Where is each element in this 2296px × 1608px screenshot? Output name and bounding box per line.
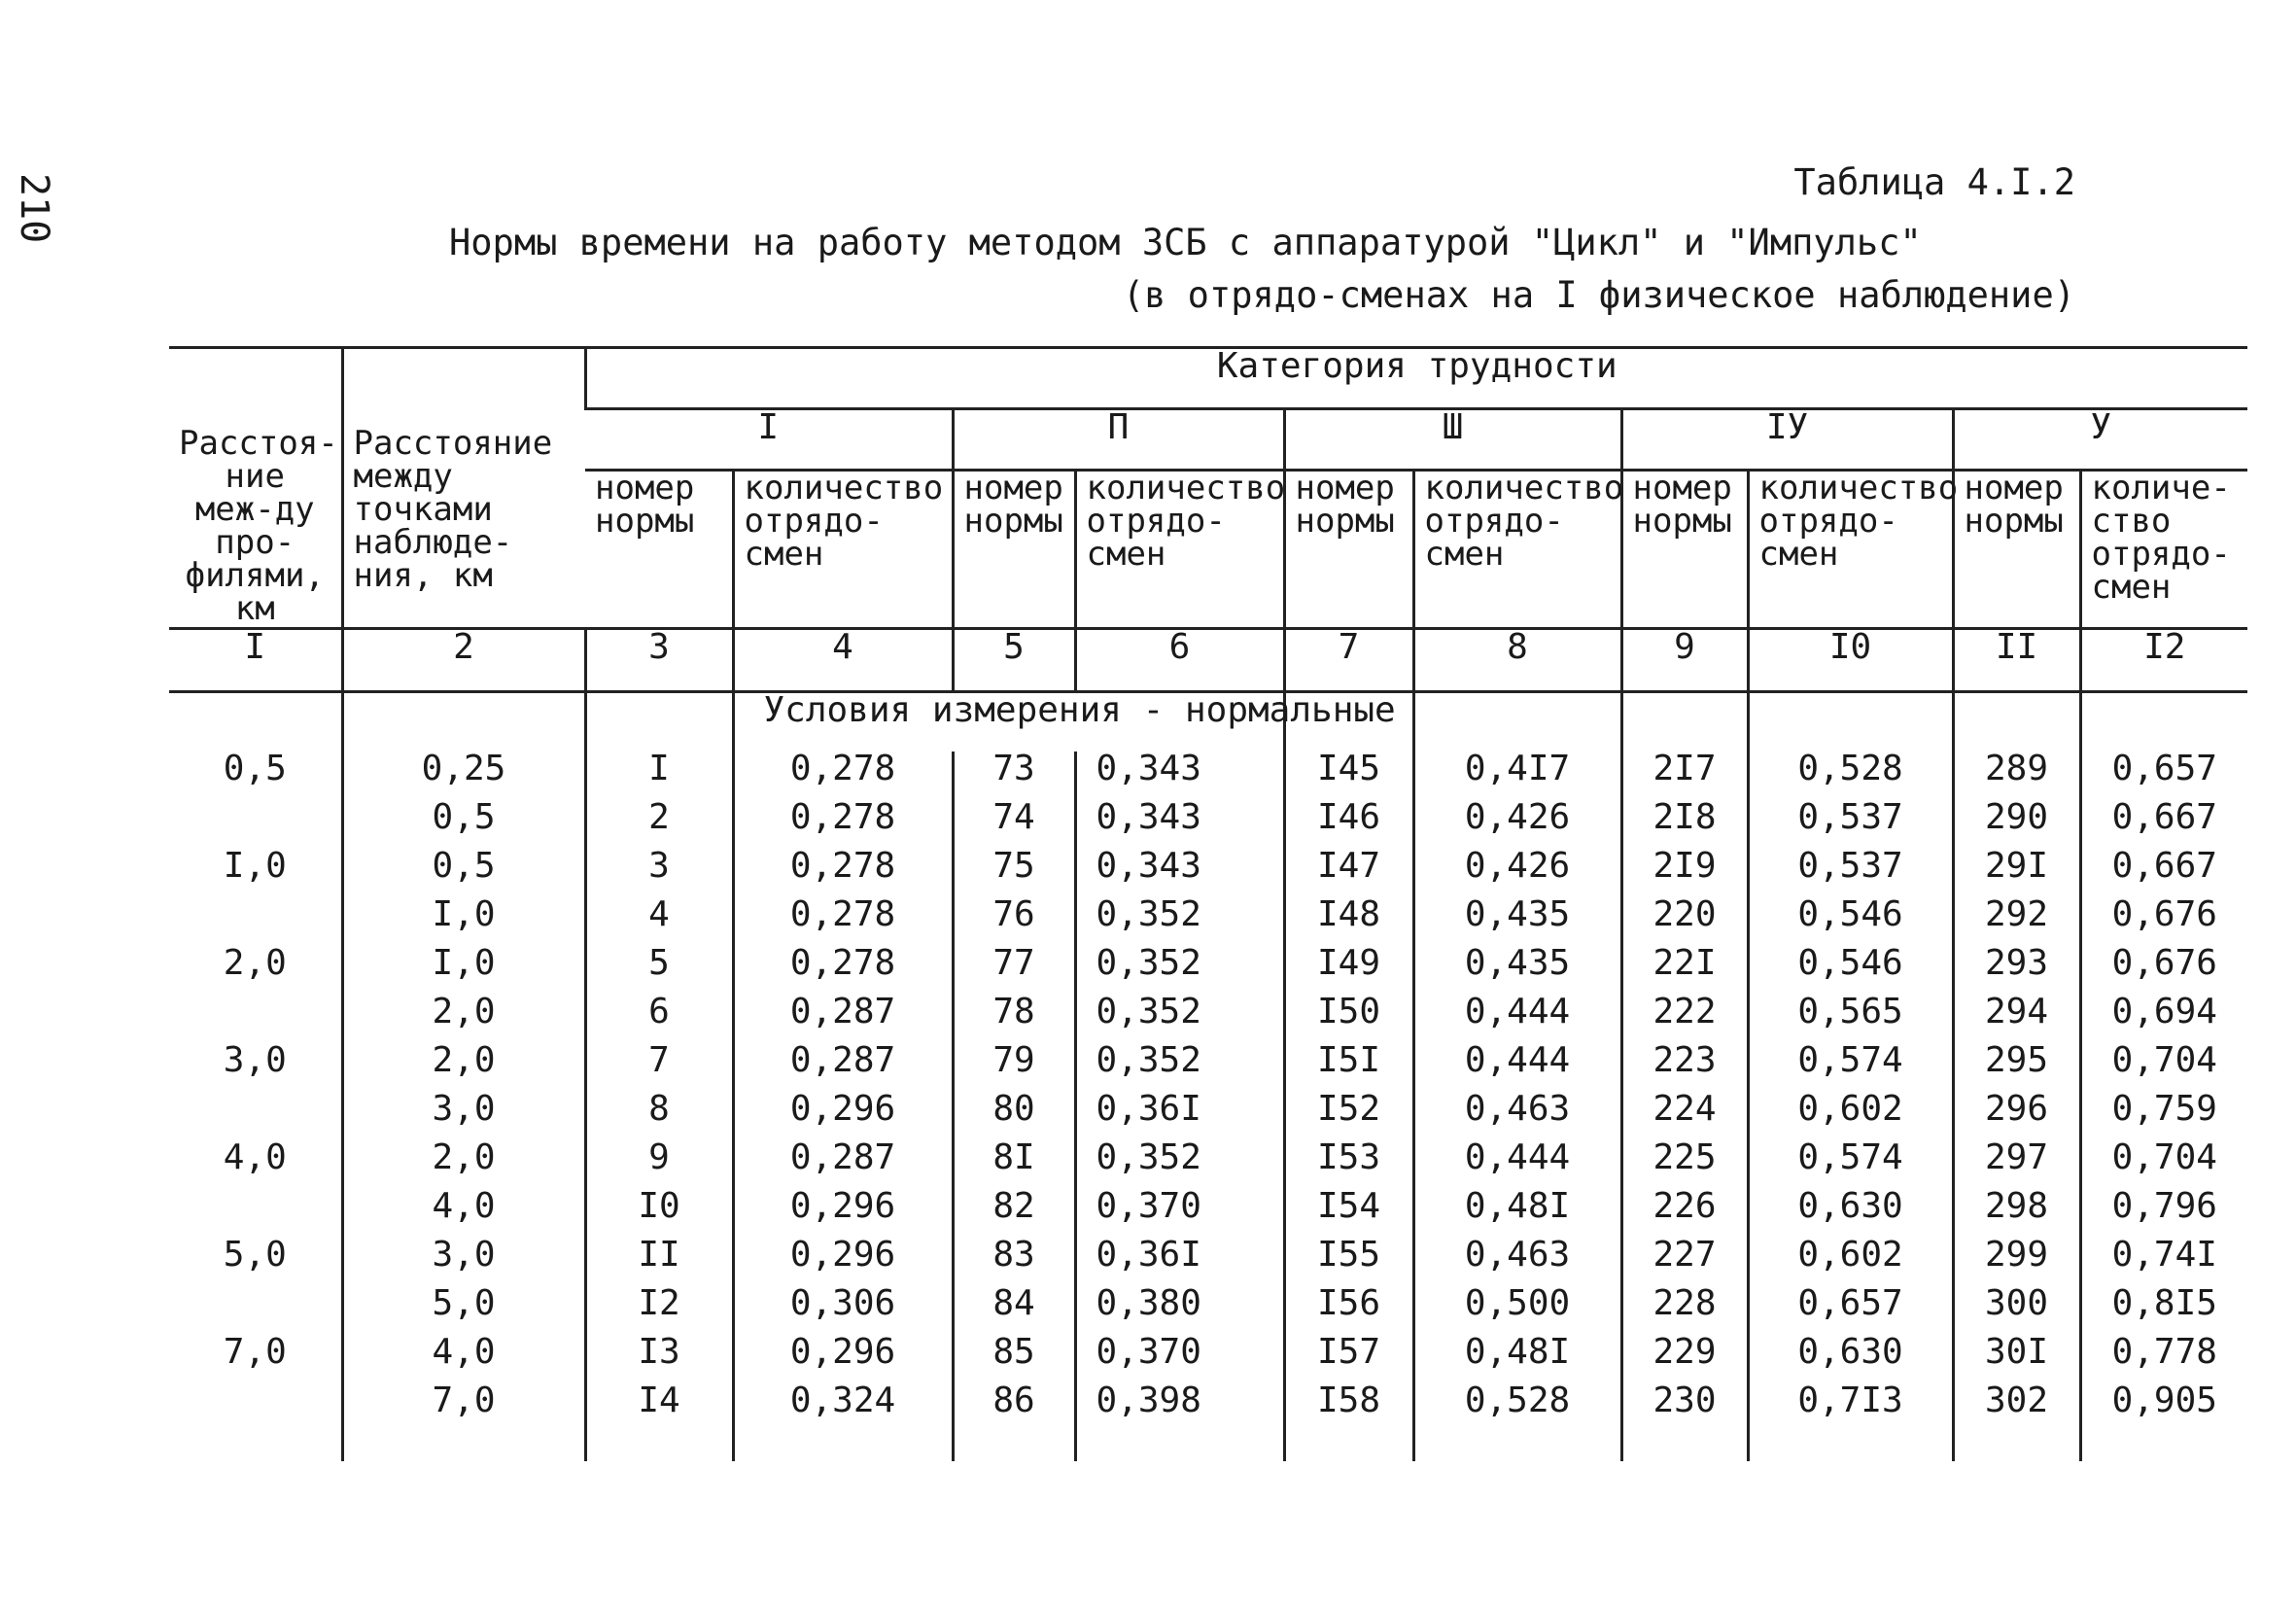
table-cell: 220 <box>1621 897 1748 946</box>
column-number: 7 <box>1284 629 1413 692</box>
table-subtitle: (в отрядо-сменах на I физическое наблюдение) <box>1122 274 2075 316</box>
table-cell: 0,36I <box>1075 1238 1284 1286</box>
page-number: 210 <box>12 173 56 244</box>
table-row <box>169 1335 2247 1383</box>
table-cell: 0,25 <box>342 752 585 800</box>
table-cell: 0,296 <box>733 1092 953 1140</box>
table-cell: 3,0 <box>223 1040 287 1080</box>
table-cell: 0,296 <box>733 1189 953 1238</box>
table-cell: 2I8 <box>1621 800 1748 849</box>
table-cell: 0,463 <box>1413 1092 1621 1140</box>
table-cell: 0,352 <box>1075 897 1284 946</box>
table-cell: 86 <box>953 1383 1075 1432</box>
table-cell: 76 <box>953 897 1075 946</box>
table-cell: I57 <box>1284 1335 1413 1383</box>
table-cell: 225 <box>1621 1140 1748 1189</box>
table-cell: 2 <box>585 800 733 849</box>
table-row <box>169 995 2247 1043</box>
header-norm-number: номер нормы <box>1621 471 1748 629</box>
table-cell: 0,444 <box>1413 1043 1621 1092</box>
table-cell <box>169 995 342 1043</box>
table-cell: 78 <box>953 995 1075 1043</box>
table-cell: I,0 <box>223 846 287 886</box>
table-cell: 9 <box>585 1140 733 1189</box>
table-cell: 299 <box>1953 1238 2080 1286</box>
table-row <box>169 1140 2247 1189</box>
table-cell: 6 <box>585 995 733 1043</box>
table-cell: 0,500 <box>1413 1286 1621 1335</box>
column-number: 5 <box>953 629 1075 692</box>
table-cell: 292 <box>1953 897 2080 946</box>
table-cell: 82 <box>953 1189 1075 1238</box>
table-cell: 4 <box>585 897 733 946</box>
table-cell: 0,370 <box>1075 1335 1284 1383</box>
table-cell: 222 <box>1621 995 1748 1043</box>
table-cell: 0,435 <box>1413 946 1621 995</box>
spacer-cell <box>1075 1432 1284 1461</box>
table-cell: 227 <box>1621 1238 1748 1286</box>
table-cell: 0,278 <box>733 849 953 897</box>
table-cell: 223 <box>1621 1043 1748 1092</box>
table-cell: 4,0 <box>223 1137 287 1177</box>
header-difficulty-category: Категория трудности <box>585 348 2247 409</box>
column-number: I <box>169 629 342 692</box>
table-cell: 0,343 <box>1075 849 1284 897</box>
table-cell: 0,343 <box>1075 800 1284 849</box>
header-category-3: Ш <box>1284 409 1621 471</box>
spacer-cell <box>733 1432 953 1461</box>
table-cell: 0,426 <box>1413 849 1621 897</box>
table-cell: I52 <box>1284 1092 1413 1140</box>
table-row <box>169 849 2247 897</box>
table-cell: 0,565 <box>1748 995 1953 1043</box>
table-row <box>169 1092 2247 1140</box>
table-cell: 2,0 <box>342 995 585 1043</box>
table-cell: I47 <box>1284 849 1413 897</box>
table-cell: 0,380 <box>1075 1286 1284 1335</box>
table-cell: 0,759 <box>2080 1092 2247 1140</box>
table-row <box>169 752 2247 800</box>
table-cell: I3 <box>585 1335 733 1383</box>
table-cell: 224 <box>1621 1092 1748 1140</box>
table-cell: 0,278 <box>733 752 953 800</box>
table-cell: I0 <box>585 1189 733 1238</box>
table-cell <box>169 1189 342 1238</box>
table-cell: 0,287 <box>733 1140 953 1189</box>
table-title: Нормы времени на работу методом ЗСБ с аппаратурой "Цикл" и "Импульс" <box>449 222 1922 263</box>
spacer-cell <box>1953 1432 2080 1461</box>
table-cell: 2I9 <box>1621 849 1748 897</box>
table-cell: 228 <box>1621 1286 1748 1335</box>
table-cell <box>169 800 342 849</box>
table-cell: I56 <box>1284 1286 1413 1335</box>
table-cell: 0,667 <box>2080 800 2247 849</box>
table-cell: I4 <box>585 1383 733 1432</box>
norms-table <box>169 346 2247 1461</box>
column-number: II <box>1953 629 2080 692</box>
header-category-2: П <box>953 409 1284 471</box>
table-cell: 0,352 <box>1075 1043 1284 1092</box>
table-cell: 0,778 <box>2080 1335 2247 1383</box>
table-cell: 0,528 <box>1413 1383 1621 1432</box>
table-cell: 0,574 <box>1748 1140 1953 1189</box>
table-cell: 3,0 <box>342 1238 585 1286</box>
table-cell: 294 <box>1953 995 2080 1043</box>
table-cell: 0,657 <box>2080 752 2247 800</box>
column-number: 9 <box>1621 629 1748 692</box>
table-cell: 295 <box>1953 1043 2080 1092</box>
table-cell: 8 <box>585 1092 733 1140</box>
table-cell: I48 <box>1284 897 1413 946</box>
header-category-5: У <box>1953 409 2247 471</box>
spacer-cell <box>1621 1432 1748 1461</box>
table-cell: 3,0 <box>342 1092 585 1140</box>
spacer-cell <box>953 1432 1075 1461</box>
table-cell: 290 <box>1953 800 2080 849</box>
table-cell: 77 <box>953 946 1075 995</box>
table-row <box>169 1383 2247 1432</box>
table-cell: 0,796 <box>2080 1189 2247 1238</box>
table-cell: 226 <box>1621 1189 1748 1238</box>
table-cell: 0,287 <box>733 995 953 1043</box>
header-norm-number: номер нормы <box>595 469 695 541</box>
header-norm-number: номер нормы <box>953 471 1075 629</box>
table-cell: 0,546 <box>1748 897 1953 946</box>
table-cell: 0,676 <box>2080 897 2247 946</box>
table-cell: 0,5 <box>223 749 287 788</box>
table-cell: 0,74I <box>2080 1238 2247 1286</box>
column-number: I0 <box>1748 629 1953 692</box>
table-row <box>169 1043 2247 1092</box>
table-cell: 5,0 <box>223 1235 287 1275</box>
table-cell: I2 <box>585 1286 733 1335</box>
table-cell <box>169 897 342 946</box>
table-cell: 229 <box>1621 1335 1748 1383</box>
table-cell: 0,352 <box>1075 946 1284 995</box>
table-cell: I58 <box>1284 1383 1413 1432</box>
table-cell: I <box>585 752 733 800</box>
header-shift-count: количе-ство отрядо-смен <box>2080 471 2247 629</box>
measurement-condition: Условия измерения - нормальные <box>733 692 1284 752</box>
table-cell: 293 <box>1953 946 2080 995</box>
table-cell: I45 <box>1284 752 1413 800</box>
table-cell: 0,278 <box>733 946 953 995</box>
table-cell: I53 <box>1284 1140 1413 1189</box>
column-number: 8 <box>1413 629 1621 692</box>
table-cell: 0,704 <box>2080 1140 2247 1189</box>
table-cell: 0,435 <box>1413 897 1621 946</box>
table-cell: 0,5 <box>342 800 585 849</box>
table-cell: 0,444 <box>1413 995 1621 1043</box>
table-cell: 0,426 <box>1413 800 1621 849</box>
table-cell: 296 <box>1953 1092 2080 1140</box>
table-cell: 2,0 <box>223 943 287 983</box>
table-cell: 0,4I7 <box>1413 752 1621 800</box>
table-cell: 0,630 <box>1748 1189 1953 1238</box>
table-cell: 8I <box>953 1140 1075 1189</box>
spacer-cell <box>342 1432 585 1461</box>
table-bottom-spacer <box>169 1432 2247 1461</box>
column-number-row <box>169 629 2247 692</box>
header-shift-count: количество отрядо-смен <box>1748 471 1953 629</box>
table-cell: I,0 <box>342 897 585 946</box>
table-cell: 7,0 <box>223 1332 287 1372</box>
table-cell: 30I <box>1953 1335 2080 1383</box>
table-cell: 0,444 <box>1413 1140 1621 1189</box>
table-cell: 0,306 <box>733 1286 953 1335</box>
table-cell: 0,694 <box>2080 995 2247 1043</box>
table-cell: 80 <box>953 1092 1075 1140</box>
table-cell: 0,296 <box>733 1335 953 1383</box>
table-cell: I55 <box>1284 1238 1413 1286</box>
table-cell: 302 <box>1953 1383 2080 1432</box>
table-cell: 0,278 <box>733 897 953 946</box>
table-label: Таблица 4.I.2 <box>1793 161 2075 203</box>
spacer-cell <box>1284 1432 1413 1461</box>
header-shift-count: количество отрядо-смен <box>1413 471 1621 629</box>
table-cell: 74 <box>953 800 1075 849</box>
table-row <box>169 1189 2247 1238</box>
table-cell: 0,537 <box>1748 800 1953 849</box>
table-cell: I46 <box>1284 800 1413 849</box>
table-cell: 5 <box>585 946 733 995</box>
table-cell: 297 <box>1953 1140 2080 1189</box>
table-cell: I50 <box>1284 995 1413 1043</box>
table-cell: 2I7 <box>1621 752 1748 800</box>
table-cell: 4,0 <box>342 1189 585 1238</box>
table-cell: 0,574 <box>1748 1043 1953 1092</box>
condition-row <box>169 692 2247 752</box>
table-cell <box>169 1286 342 1335</box>
table-cell: 0,630 <box>1748 1335 1953 1383</box>
table-cell: 83 <box>953 1238 1075 1286</box>
table-cell: 0,602 <box>1748 1238 1953 1286</box>
table-row <box>169 1286 2247 1335</box>
header-shift-count: количество отрядо-смен <box>1075 471 1284 629</box>
header-profile-distance: Расстоя-ние меж-ду про-филями, км <box>169 348 342 629</box>
table-cell: II <box>585 1238 733 1286</box>
header-norm-number: номер нормы <box>1284 471 1413 629</box>
table-row <box>169 800 2247 849</box>
header-category-4: IУ <box>1621 409 1953 471</box>
table-cell: 79 <box>953 1043 1075 1092</box>
table-cell: 0,905 <box>2080 1383 2247 1432</box>
table-cell: I,0 <box>342 946 585 995</box>
table-cell: 3 <box>585 849 733 897</box>
column-number: 4 <box>733 629 953 692</box>
table-cell: I54 <box>1284 1189 1413 1238</box>
column-number: 2 <box>342 629 585 692</box>
table-cell: 0,676 <box>2080 946 2247 995</box>
table-cell: 29I <box>1953 849 2080 897</box>
column-number: 3 <box>585 629 733 692</box>
table-cell: 0,537 <box>1748 849 1953 897</box>
spacer-cell <box>1748 1432 1953 1461</box>
table-cell: 2,0 <box>342 1043 585 1092</box>
table-cell: 0,398 <box>1075 1383 1284 1432</box>
table-cell: 0,8I5 <box>2080 1286 2247 1335</box>
table-cell <box>169 1092 342 1140</box>
spacer-cell <box>169 1432 342 1461</box>
header-point-distance: Расстояние между точками наблюде-ния, км <box>342 348 585 629</box>
spacer-cell <box>585 1432 733 1461</box>
header-shift-count: количество отрядо-смен <box>733 471 953 629</box>
table-cell: 7,0 <box>342 1383 585 1432</box>
table-cell: 0,657 <box>1748 1286 1953 1335</box>
column-number: 6 <box>1075 629 1284 692</box>
table-cell: 298 <box>1953 1189 2080 1238</box>
table-cell: 289 <box>1953 752 2080 800</box>
table-cell: 2,0 <box>342 1140 585 1189</box>
table-cell: 0,343 <box>1075 752 1284 800</box>
table-cell: 0,352 <box>1075 995 1284 1043</box>
column-number: I2 <box>2080 629 2247 692</box>
table-cell: 0,36I <box>1075 1092 1284 1140</box>
table-cell: 0,296 <box>733 1238 953 1286</box>
table-cell: 0,5 <box>342 849 585 897</box>
table-cell: 0,370 <box>1075 1189 1284 1238</box>
table-cell: 0,667 <box>2080 849 2247 897</box>
table-row <box>169 1238 2247 1286</box>
header-category-1: I <box>585 409 953 471</box>
table-cell: 73 <box>953 752 1075 800</box>
table-cell: 5,0 <box>342 1286 585 1335</box>
table-cell: 0,352 <box>1075 1140 1284 1189</box>
table-cell: 0,48I <box>1413 1189 1621 1238</box>
table-row <box>169 946 2247 995</box>
table-cell: 75 <box>953 849 1075 897</box>
table-cell: 0,287 <box>733 1043 953 1092</box>
table-row <box>169 897 2247 946</box>
table-cell: 0,602 <box>1748 1092 1953 1140</box>
spacer-cell <box>1413 1432 1621 1461</box>
table-cell: 0,704 <box>2080 1043 2247 1092</box>
table-cell: 0,463 <box>1413 1238 1621 1286</box>
table-cell: 85 <box>953 1335 1075 1383</box>
table-cell: I49 <box>1284 946 1413 995</box>
table-cell: 0,528 <box>1748 752 1953 800</box>
spacer-cell <box>2080 1432 2247 1461</box>
table-cell: 0,7I3 <box>1748 1383 1953 1432</box>
table-cell: 230 <box>1621 1383 1748 1432</box>
header-norm-number: номер нормы <box>1953 471 2080 629</box>
table-cell: 300 <box>1953 1286 2080 1335</box>
table-cell: 22I <box>1621 946 1748 995</box>
table-cell: 4,0 <box>342 1335 585 1383</box>
table-cell: 0,324 <box>733 1383 953 1432</box>
table-cell: 7 <box>585 1043 733 1092</box>
table-cell <box>169 1383 342 1432</box>
table-cell: I5I <box>1284 1043 1413 1092</box>
table-cell: 0,278 <box>733 800 953 849</box>
table-cell: 0,546 <box>1748 946 1953 995</box>
table-cell: 0,48I <box>1413 1335 1621 1383</box>
table-cell: 84 <box>953 1286 1075 1335</box>
